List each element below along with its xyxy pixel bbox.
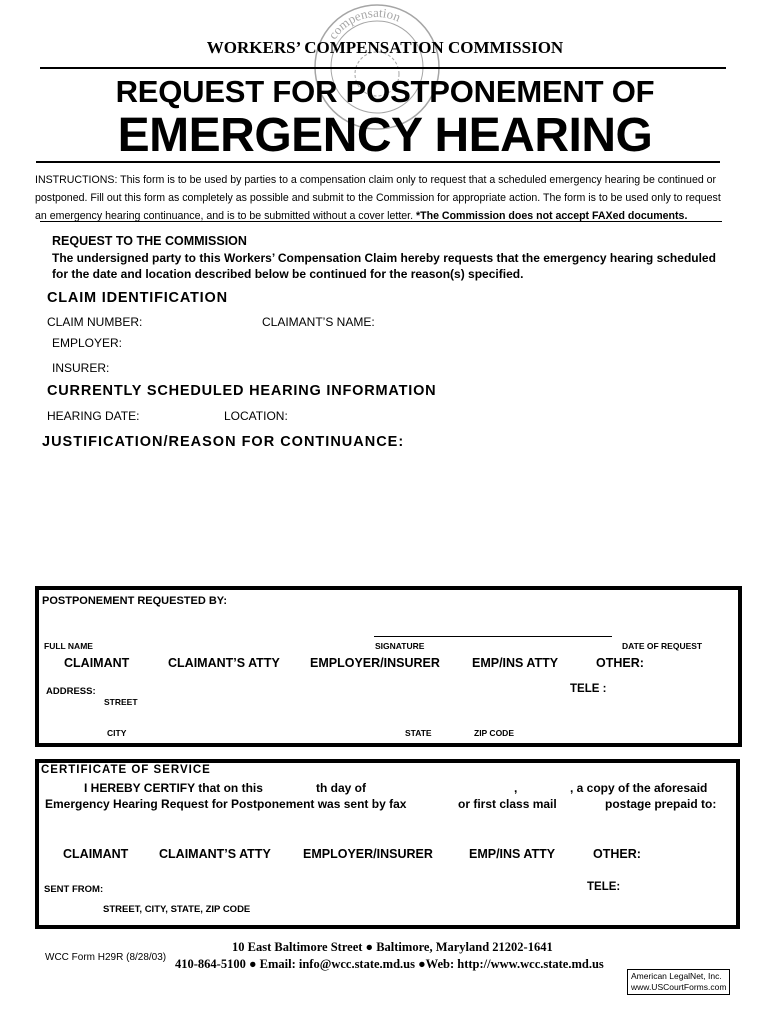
request-heading: REQUEST TO THE COMMISSION — [52, 234, 247, 248]
justification-heading: JUSTIFICATION/REASON FOR CONTINUANCE: — [42, 434, 405, 450]
certify-text-1: I HEREBY CERTIFY that on this — [84, 781, 263, 795]
cert-option-claimant: CLAIMANT — [63, 847, 129, 861]
hearing-heading: CURRENTLY SCHEDULED HEARING INFORMATION — [47, 383, 437, 399]
claim-number-label: CLAIM NUMBER: — [47, 315, 143, 329]
legalnet-line2: www.USCourtForms.com — [631, 982, 727, 992]
tele-label: TELE : — [570, 683, 607, 695]
hearing-location-label: LOCATION: — [224, 409, 288, 423]
insurer-label: INSURER: — [52, 361, 110, 375]
cert-option-employer-insurer: EMPLOYER/INSURER — [303, 847, 433, 861]
footer-address-line2: 410-864-5100 ● Email: info@wcc.state.md.us ●Web: http://www.wcc.state.md.us — [175, 957, 604, 971]
city-label: CITY — [107, 728, 127, 738]
date-of-request-label: DATE OF REQUEST — [622, 641, 703, 651]
cert-option-emp-ins-atty: EMP/INS ATTY — [469, 847, 556, 861]
cert-option-other: OTHER: — [593, 847, 641, 861]
hearing-date-label: HEARING DATE: — [47, 409, 140, 423]
claimant-name-label: CLAIMANT’S NAME: — [262, 315, 375, 329]
option-claimant-atty: CLAIMANT’S ATTY — [168, 656, 280, 670]
zip-code-label: ZIP CODE — [474, 728, 514, 738]
state-label: STATE — [405, 728, 432, 738]
certify-comma: , — [514, 781, 518, 795]
instructions-text: INSTRUCTIONS: This form is to be used by parties to a compensation claim only to request that a scheduled emergency hearing be continued or postponed. Fill out this form as completely as possible and submit to the Commission for appropriate action. The form is to be used only to request an emergency hearing continuance, and is to be submitted without a cover letter. — [35, 174, 721, 222]
employer-label: EMPLOYER: — [52, 336, 123, 350]
form-id: WCC Form H29R (8/28/03) — [45, 952, 167, 963]
certify-copy-text: , a copy of the aforesaid — [570, 781, 708, 795]
title-rule — [36, 161, 720, 163]
claim-heading: CLAIM IDENTIFICATION — [47, 290, 228, 306]
fax-note: *The Commission does not accept FAXed documents. — [416, 210, 688, 222]
street-city-state-zip-label: STREET, CITY, STATE, ZIP CODE — [103, 904, 251, 915]
form-title-line1: REQUEST FOR POSTPONEMENT OF — [115, 74, 655, 109]
signature-line — [374, 636, 612, 637]
instructions-rule — [40, 221, 722, 222]
header-rule — [40, 67, 726, 69]
full-name-label: FULL NAME — [44, 641, 93, 651]
address-label: ADDRESS: — [46, 686, 96, 697]
certify-day-text: th day of — [316, 781, 366, 795]
sent-from-label: SENT FROM: — [44, 884, 104, 895]
option-emp-ins-atty: EMP/INS ATTY — [472, 656, 559, 670]
certify-text-2: Emergency Hearing Request for Postponement was sent by fax — [45, 797, 407, 811]
option-employer-insurer: EMPLOYER/INSURER — [310, 656, 440, 670]
street-label: STREET — [104, 697, 138, 707]
cert-option-claimant-atty: CLAIMANT’S ATTY — [159, 847, 271, 861]
signature-label: SIGNATURE — [375, 641, 425, 651]
legalnet-credit — [627, 969, 730, 995]
request-body: The undersigned party to this Workers’ Compensation Claim hereby requests that the emergency hearing scheduled for the date and location described below be continued for the reason(s) specified. — [52, 251, 716, 281]
svg-text:compensation: compensation — [324, 4, 403, 42]
legalnet-line1: American LegalNet, Inc. — [631, 971, 722, 981]
instructions — [35, 171, 735, 225]
form-title-line2: EMERGENCY HEARING — [117, 109, 653, 162]
certify-postage-text: postage prepaid to: — [605, 797, 717, 811]
agency-name: WORKERS’ COMPENSATION COMMISSION — [206, 38, 564, 57]
postponement-heading: POSTPONEMENT REQUESTED BY: — [42, 595, 227, 607]
certificate-heading: CERTIFICATE OF SERVICE — [41, 764, 211, 776]
footer-address-line1: 10 East Baltimore Street ● Baltimore, Maryland 21202-1641 — [232, 940, 553, 954]
certify-mail-text: or first class mail — [458, 797, 557, 811]
option-claimant: CLAIMANT — [64, 656, 130, 670]
cert-tele-label: TELE: — [587, 881, 621, 893]
option-other: OTHER: — [596, 656, 644, 670]
